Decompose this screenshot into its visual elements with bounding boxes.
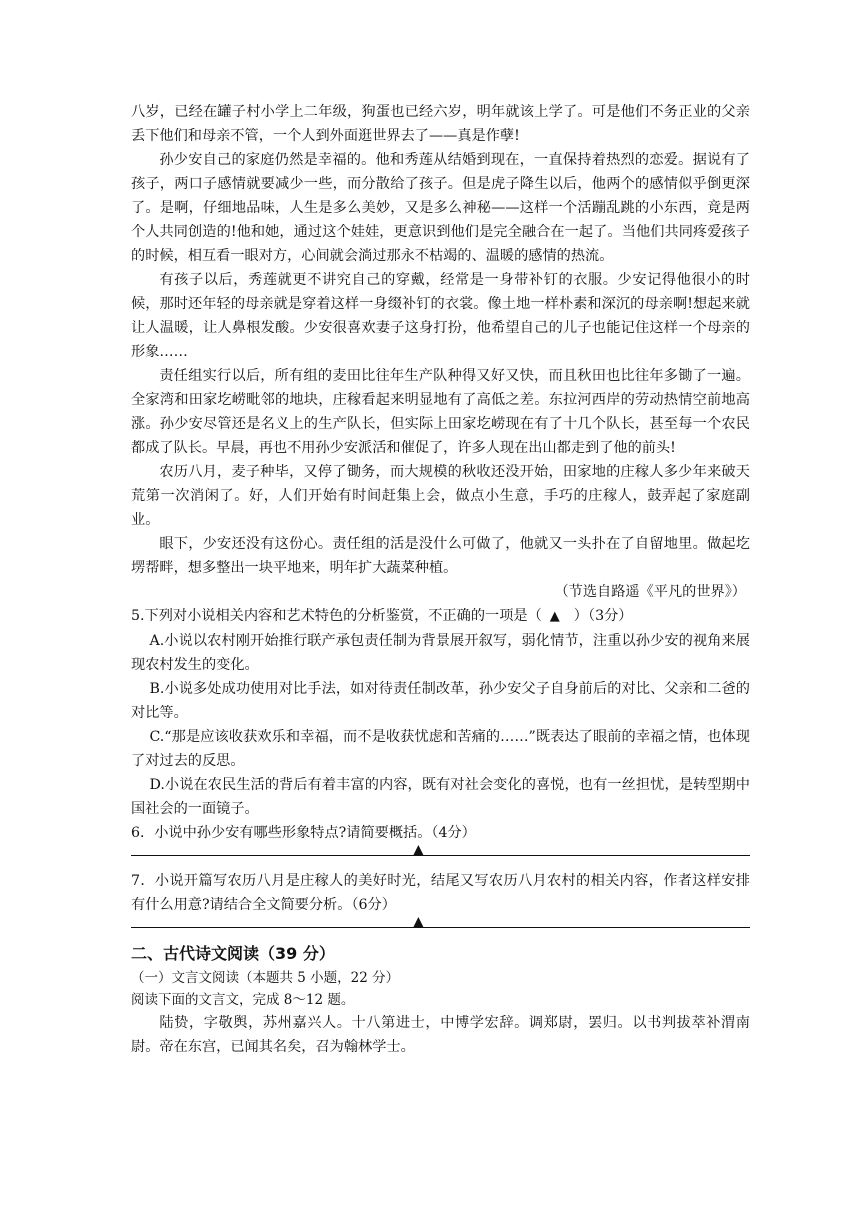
answer-mark-icon: ▲ — [413, 914, 424, 930]
passage-paragraph-1: 八岁，已经在罐子村小学上二年级，狗蛋也已经六岁，明年就该上学了。可是他们不务正业的父亲丢下他们和母亲不管，一个人到外面逛世界去了——真是作孽! — [131, 104, 750, 144]
answer-rule — [131, 855, 750, 856]
question-7: 7．小说开篇写农历八月是庄稼人的美好时光，结尾又写农历八月农村的相关内容，作者这样安排有什么用意?请结合全文简要分析。（6分） — [131, 873, 750, 913]
option-c: C.“那是应该收获欢乐和幸福，而不是收获忧虑和苦痛的……”既表达了眼前的幸福之情，也体现了对过去的反思。 — [131, 729, 750, 769]
option-b: B.小说多处成功使用对比手法，如对待责任制改革，孙少安父子自身前后的对比、父亲和二爸的对比等。 — [131, 681, 750, 721]
passage-paragraph-3: 有孩子以后，秀莲就更不讲究自己的穿戴，经常是一身带补钉的衣服。少安记得他很小的时候，那时还年轻的母亲就是穿着这样一身缀补钉的衣裳。像土地一样朴素和深沉的母亲啊!想起来就让人温暖，让人鼻根发酸。少安很喜欢妻子这身打扮，他希望自己的儿子也能记住这样一个母亲的形象…… — [131, 272, 750, 360]
answer-blank-icon: ▲ — [549, 609, 560, 624]
section-heading: 二、古代诗文阅读（39 分） — [131, 944, 335, 963]
option-d: D.小说在农民生活的背后有着丰富的内容，既有对社会变化的喜悦，也有一丝担忧，是转型期中国社会的一面镜子。 — [131, 777, 750, 817]
passage-paragraph-6: 眼下，少安还没有这份心。责任组的活是没什么可做了，他就又一头扑在了自留地里。做起圪塄帮畔，想多整出一块平地来，明年扩大蔬菜种植。 — [131, 536, 750, 576]
passage-paragraph-2: 孙少安自己的家庭仍然是幸福的。他和秀莲从结婚到现在，一直保持着热烈的恋爱。据说有了孩子，两口子感情就要减少一些，而分散给了孩子。但是虎子降生以后，他两个的感情似乎倒更深了。是啊，仔细地品味，人生是多么美妙，又是多么神秘——这样一个活蹦乱跳的小东西，竟是两个人共同创造的!他和她，通过这个娃娃，更意识到他们是完全融合在一起了。当他们共同疼爱孩子的时候，相互看一眼对方，心间就会淌过那永不枯竭的、温暖的感情的热流。 — [131, 152, 750, 264]
question-5-text: 5.下列对小说相关内容和艺术特色的分析鉴赏，不正确的一项是（ — [131, 608, 542, 624]
passage-source: （节选自路遥《平凡的世界》） — [554, 584, 746, 600]
option-a: A.小说以农村刚开始推行联产承包责任制为背景展开叙写，弱化情节，注重以孙少安的视角来展现农村发生的变化。 — [131, 633, 750, 673]
subsection-heading: （一）文言文阅读（本题共 5 小题，22 分） — [131, 970, 400, 986]
answer-line-q6[interactable] — [131, 842, 750, 863]
passage-paragraph-5: 农历八月，麦子种毕，又停了锄务，而大规模的秋收还没开始，田家地的庄稼人多少年来破天荒第一次消闲了。好，人们开始有时间赶集上会，做点小生意，手巧的庄稼人，鼓弄起了家庭副业。 — [131, 464, 750, 528]
answer-line-q7[interactable] — [131, 914, 750, 935]
classical-text: 陆贽，字敬舆，苏州嘉兴人。十八第进士，中博学宏辞。调郑尉，罢归。以书判拔萃补渭南尉。帝在东宫，已闻其名矣，召为翰林学士。 — [131, 1015, 750, 1055]
question-5-stem — [131, 604, 750, 629]
question-5-points: ）（3分） — [573, 608, 633, 624]
answer-rule — [131, 927, 750, 928]
answer-mark-icon: ▲ — [413, 842, 424, 858]
passage-paragraph-4: 责任组实行以后，所有组的麦田比往年生产队种得又好又快，而且秋田也比往年多锄了一遍。全家湾和田家圪崂毗邻的地块，庄稼看起来明显地有了高低之差。东拉河西岸的劳动热情空前地高涨。孙少安尽管还是名义上的生产队长，但实际上田家圪崂现在有了十几个队长，甚至每一个农民都成了队长。早晨，再也不用孙少安派活和催促了，许多人现在出山都走到了他的前头! — [131, 368, 750, 456]
question-6: 6．小说中孙少安有哪些形象特点?请简要概括。（4分） — [131, 825, 476, 841]
reading-instruction: 阅读下面的文言文，完成 8～12 题。 — [131, 992, 355, 1008]
